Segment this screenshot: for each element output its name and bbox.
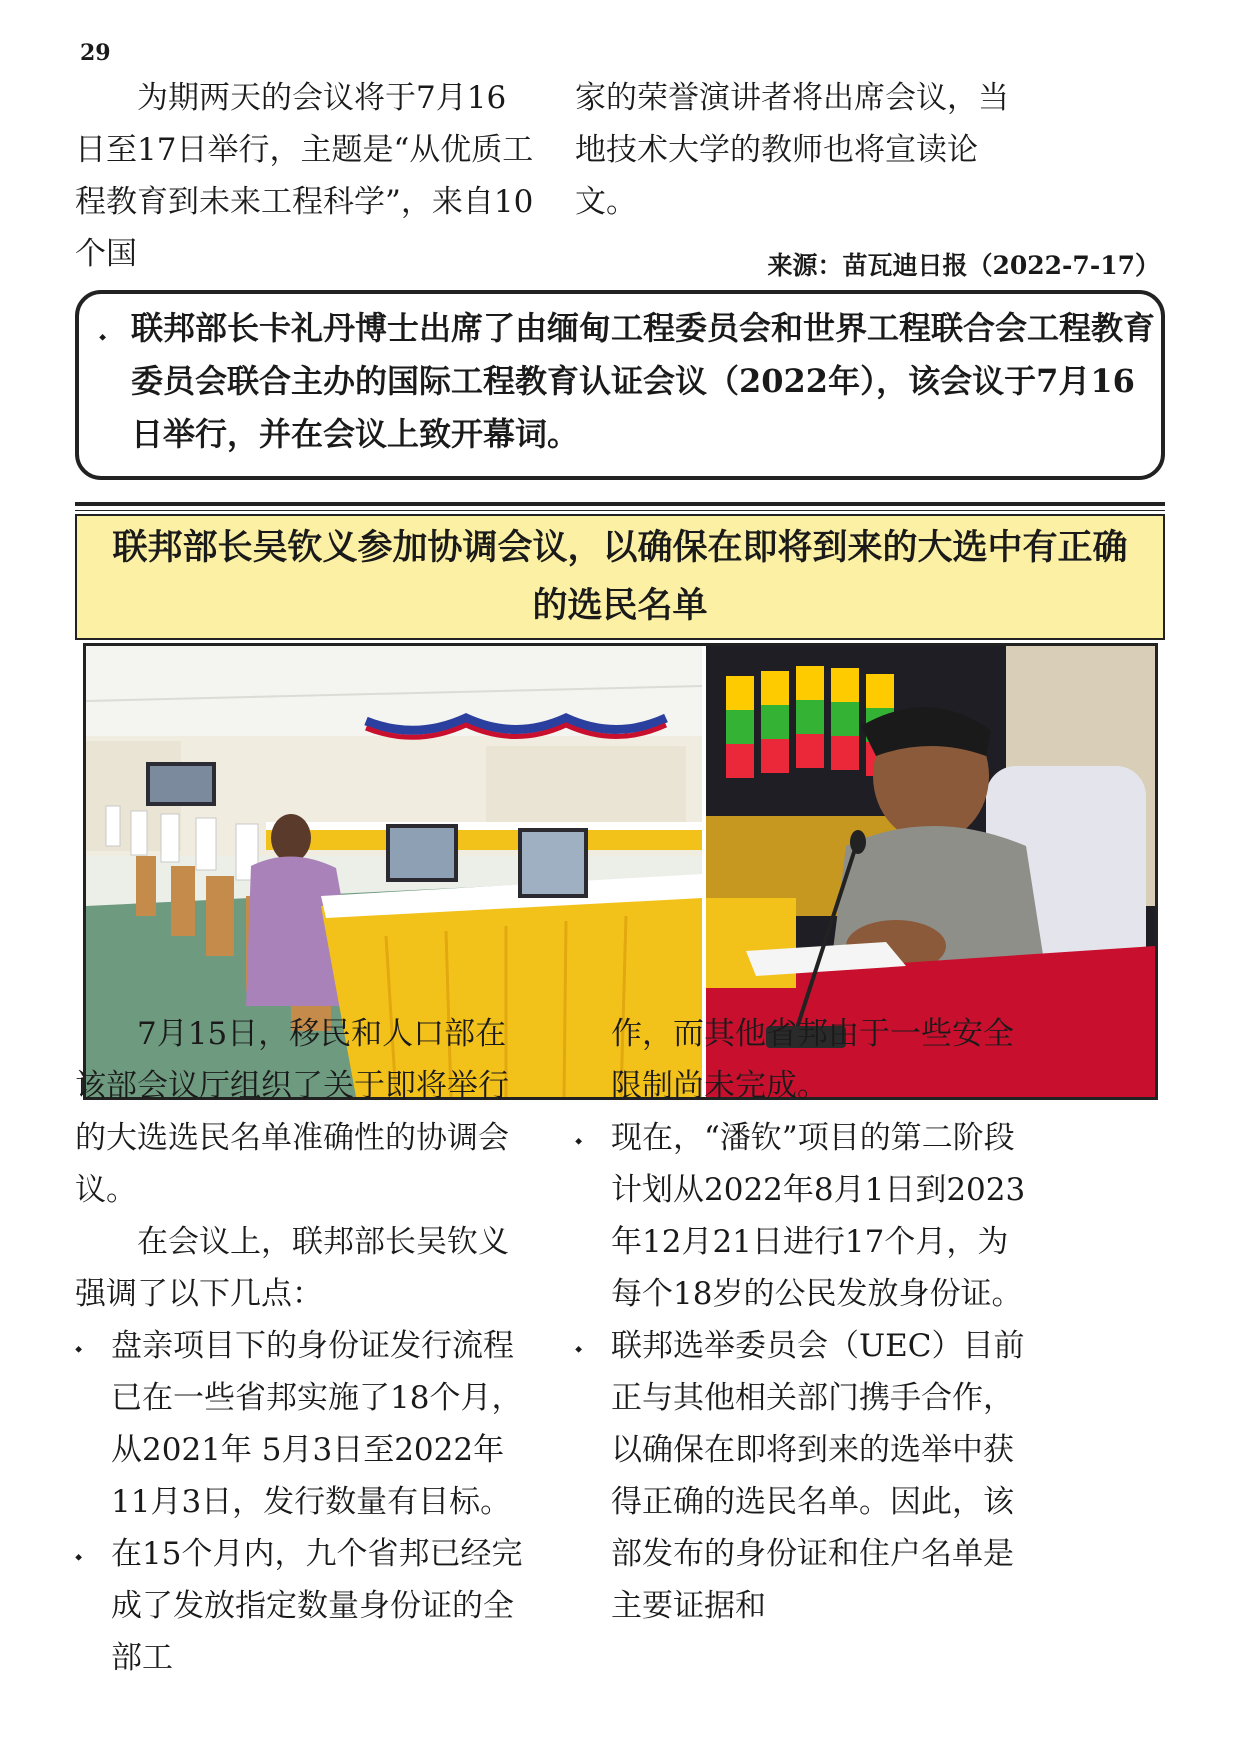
article-headline-text: 联邦部长吴钦义参加协调会议，以确保在即将到来的大选中有正确的选民名单: [112, 528, 1128, 626]
intro-right-column: [575, 72, 1037, 228]
article-left-column: [75, 1008, 537, 1684]
bullet-text: 盘亲项目下的身份证发行流程已在一些省邦实施了18个月，从2021年 5月3日至2022年11月3日，发行数量有目标。: [111, 1328, 523, 1520]
bullet-icon: ⬩: [75, 1544, 83, 1568]
article-paragraph-1: 7月15日，移民和人口部在该部会议厅组织了关于即将举行的大选选民名单准确性的协调会议。: [75, 1016, 509, 1208]
source-citation: 来源：苗瓦迪日报（2022-7-17）: [767, 251, 1160, 280]
bullet-item: [575, 1320, 1037, 1632]
intro-left-text: 为期两天的会议将于7月16日至17日举行，主题是“从优质工程教育到未来工程科学”，来自10个国: [75, 80, 534, 272]
article-headline: [75, 514, 1165, 640]
intro-right-text: 家的荣誉演讲者将出席会议，当地技术大学的教师也将宣读论文。: [575, 80, 1009, 220]
bullet-icon: ⬩: [575, 1128, 583, 1152]
intro-left-column: [75, 72, 535, 280]
bullet-icon: ⬩: [575, 1336, 583, 1360]
bullet-item: [75, 1320, 537, 1528]
notice-text: 联邦部长卡礼丹博士出席了由缅甸工程委员会和世界工程联合会工程教育委员会联合主办的国际工程教育认证会议（2022年），该会议于7月16日举行，并在会议上致开幕词。: [131, 309, 1156, 453]
article-right-column: [575, 1008, 1037, 1632]
divider-thick: [75, 502, 1165, 506]
bullet-text: 在15个月内，九个省邦已经完成了发放指定数量身份证的全部工: [111, 1536, 523, 1676]
bullet-item: [575, 1112, 1037, 1320]
page-number: 29: [80, 40, 111, 66]
article-continuation: 作，而其他省邦由于一些安全限制尚未完成。: [611, 1016, 1014, 1104]
article-paragraph-2: 在会议上，联邦部长吴钦义强调了以下几点：: [75, 1224, 509, 1312]
notice-box: [75, 290, 1165, 480]
bullet-icon: ⬩: [75, 1336, 83, 1360]
bullet-text: 联邦选举委员会（UEC）目前正与其他相关部门携手合作，以确保在即将到来的选举中获得正确的选民名单。因此，该部发布的身份证和住户名单是主要证据和: [611, 1328, 1025, 1624]
bullet-icon: ⬩: [99, 324, 107, 348]
bullet-text: 现在，“潘钦”项目的第二阶段计划从2022年8月1日到2023年12月21日进行17个月，为每个18岁的公民发放身份证。: [611, 1120, 1026, 1312]
bullet-item: [75, 1528, 537, 1684]
divider-thin: [75, 510, 1165, 511]
